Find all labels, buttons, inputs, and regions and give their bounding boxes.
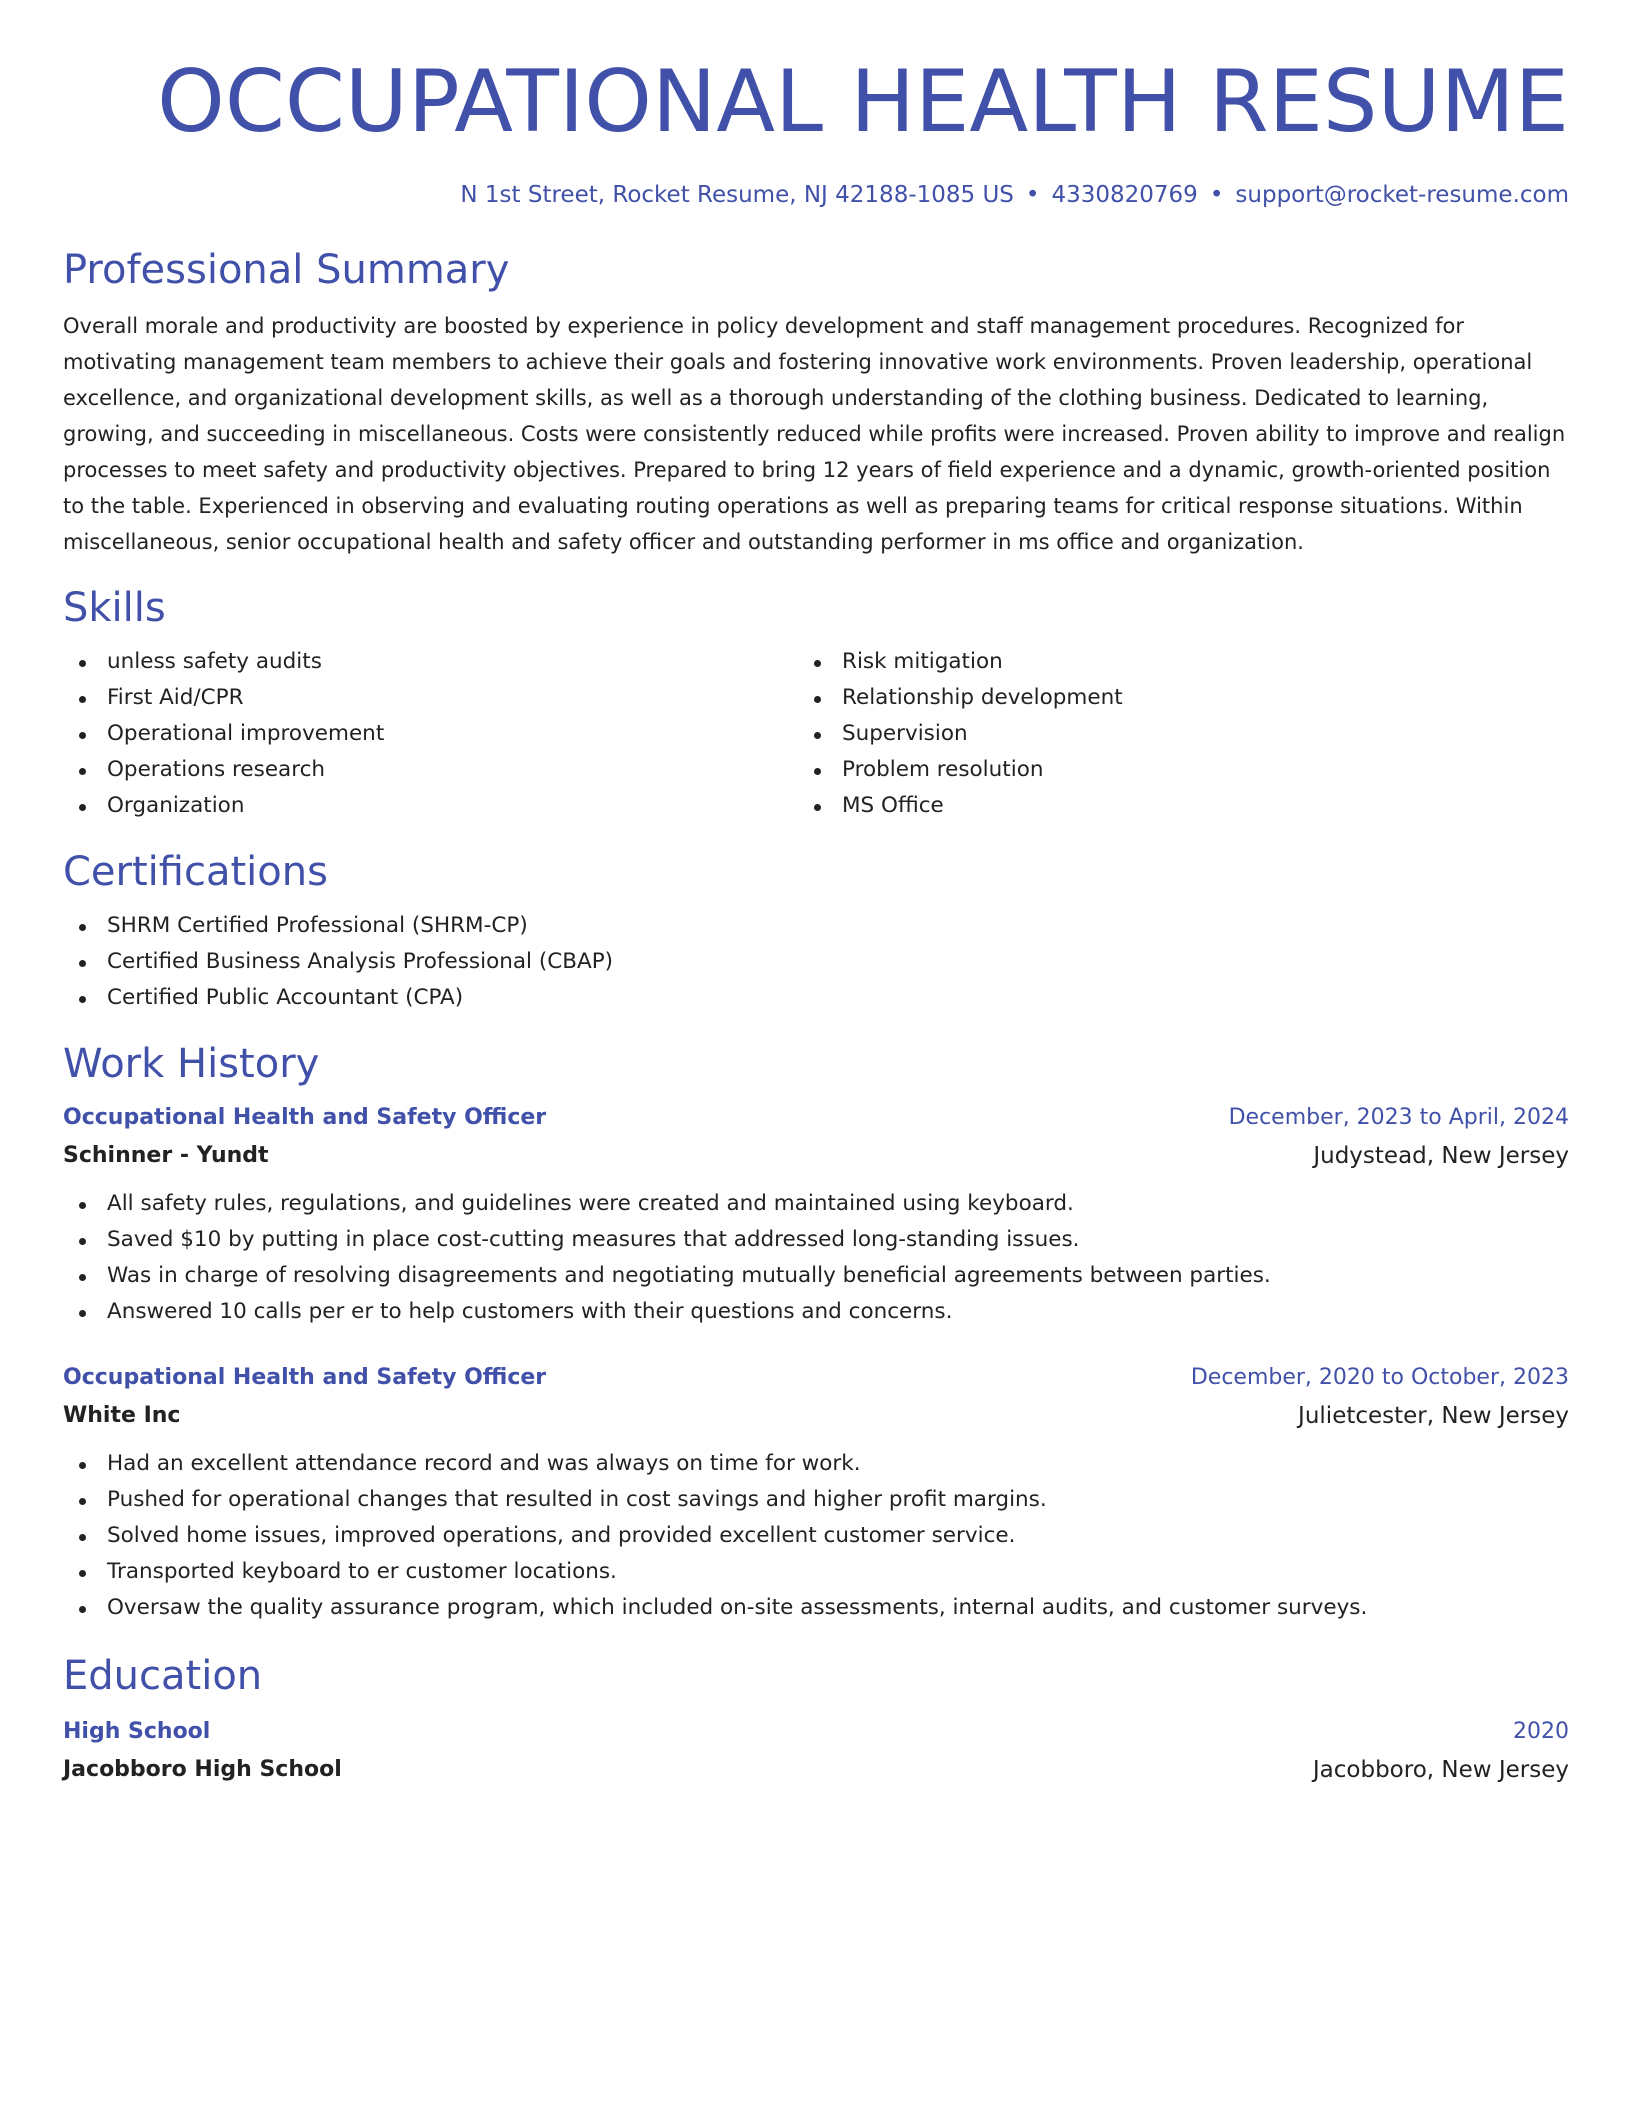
job-company: White Inc [63,1403,181,1428]
job-bullets [63,1446,1569,1626]
education-entry [63,1716,1569,1786]
contact-separator: • [1209,182,1224,208]
section-title-work-history: Work History [63,1041,320,1087]
education-year: 2020 [1513,1719,1569,1744]
job-bullet: Was in charge of resolving disagreements and negotiating mutually beneficial agreements between parties. [63,1258,1569,1294]
skill-item: Organization [63,788,798,824]
job-bullet: Saved $10 by putting in place cost-cutting measures that addressed long-standing issues. [63,1222,1569,1258]
education-location: Jacobboro, New Jersey [1312,1757,1569,1783]
skill-item: Operations research [63,752,798,788]
contact-separator: • [1025,182,1040,208]
skill-item: Risk mitigation [798,644,1533,680]
job-entry [63,1362,1569,1626]
contact-line [63,180,1569,210]
education-school: Jacobboro High School [63,1757,342,1782]
skill-item: Operational improvement [63,716,798,752]
job-dates: December, 2023 to April, 2024 [1228,1105,1569,1130]
job-entry [63,1102,1569,1330]
skills-column-right [798,644,1533,824]
job-bullet: Transported keyboard to er customer locations. [63,1554,1569,1590]
resume-title: OCCUPATIONAL HEALTH RESUME [157,52,1569,152]
skill-item: Supervision [798,716,1533,752]
job-header [63,1102,1569,1134]
skill-item: MS Office [798,788,1533,824]
skills-list [63,644,1569,824]
skill-item: Relationship development [798,680,1533,716]
job-subheader [63,1400,1569,1432]
contact-email[interactable]: support@rocket-resume.com [1235,182,1569,208]
job-subheader [63,1140,1569,1172]
job-bullet: Answered 10 calls per er to help customers with their questions and concerns. [63,1294,1569,1330]
section-title-skills: Skills [63,585,166,631]
skills-column-left [63,644,798,824]
certifications-list [63,908,1569,1016]
job-location: Judystead, New Jersey [1313,1143,1569,1169]
section-title-education: Education [63,1653,263,1699]
skill-item: First Aid/CPR [63,680,798,716]
education-header [63,1716,1569,1748]
contact-phone: 4330820769 [1051,182,1198,208]
job-dates: December, 2020 to October, 2023 [1190,1365,1569,1390]
job-company: Schinner - Yundt [63,1143,269,1168]
contact-address: N 1st Street, Rocket Resume, NJ 42188-1085 US [460,182,1014,208]
certification-item: SHRM Certified Professional (SHRM-CP) [63,908,1569,944]
job-bullet: Pushed for operational changes that resulted in cost savings and higher profit margins. [63,1482,1569,1518]
job-bullet: Had an excellent attendance record and was always on time for work. [63,1446,1569,1482]
skill-item: unless safety audits [63,644,798,680]
job-title: Occupational Health and Safety Officer [63,1365,547,1390]
section-title-certifications: Certifications [63,849,328,895]
certification-item: Certified Public Accountant (CPA) [63,980,1569,1016]
education-degree: High School [63,1719,211,1744]
job-header [63,1362,1569,1394]
section-title-summary: Professional Summary [63,247,510,293]
job-title: Occupational Health and Safety Officer [63,1105,547,1130]
job-bullet: Oversaw the quality assurance program, which included on-site assessments, internal audits, and customer surveys. [63,1590,1569,1626]
certification-item: Certified Business Analysis Professional (CBAP) [63,944,1569,980]
summary-text: Overall morale and productivity are boosted by experience in policy development and staff management procedures. Recognized for motivating management team members to achieve their goals and fostering innovative work environments. Proven leadership, operational excellence, and organizational development skills, as well as a thorough understanding of the clothing business. Dedicated to learning, growing, and succeeding in miscellaneous. Costs were consistently reduced while profits were increased. Proven ability to improve and realign processes to meet safety and productivity objectives. Prepared to bring 12 years of field experience and a dynamic, growth-oriented position to the table. Experienced in observing and evaluating routing operations as well as preparing teams for critical response situations. Within miscellaneous, senior occupational health and safety officer and outstanding performer in ms office and organization. [63,314,1566,554]
education-subheader [63,1754,1569,1786]
job-location: Julietcester, New Jersey [1298,1403,1569,1429]
job-bullets [63,1186,1569,1330]
job-bullet: Solved home issues, improved operations, and provided excellent customer service. [63,1518,1569,1554]
job-bullet: All safety rules, regulations, and guidelines were created and maintained using keyboard. [63,1186,1569,1222]
skill-item: Problem resolution [798,752,1533,788]
